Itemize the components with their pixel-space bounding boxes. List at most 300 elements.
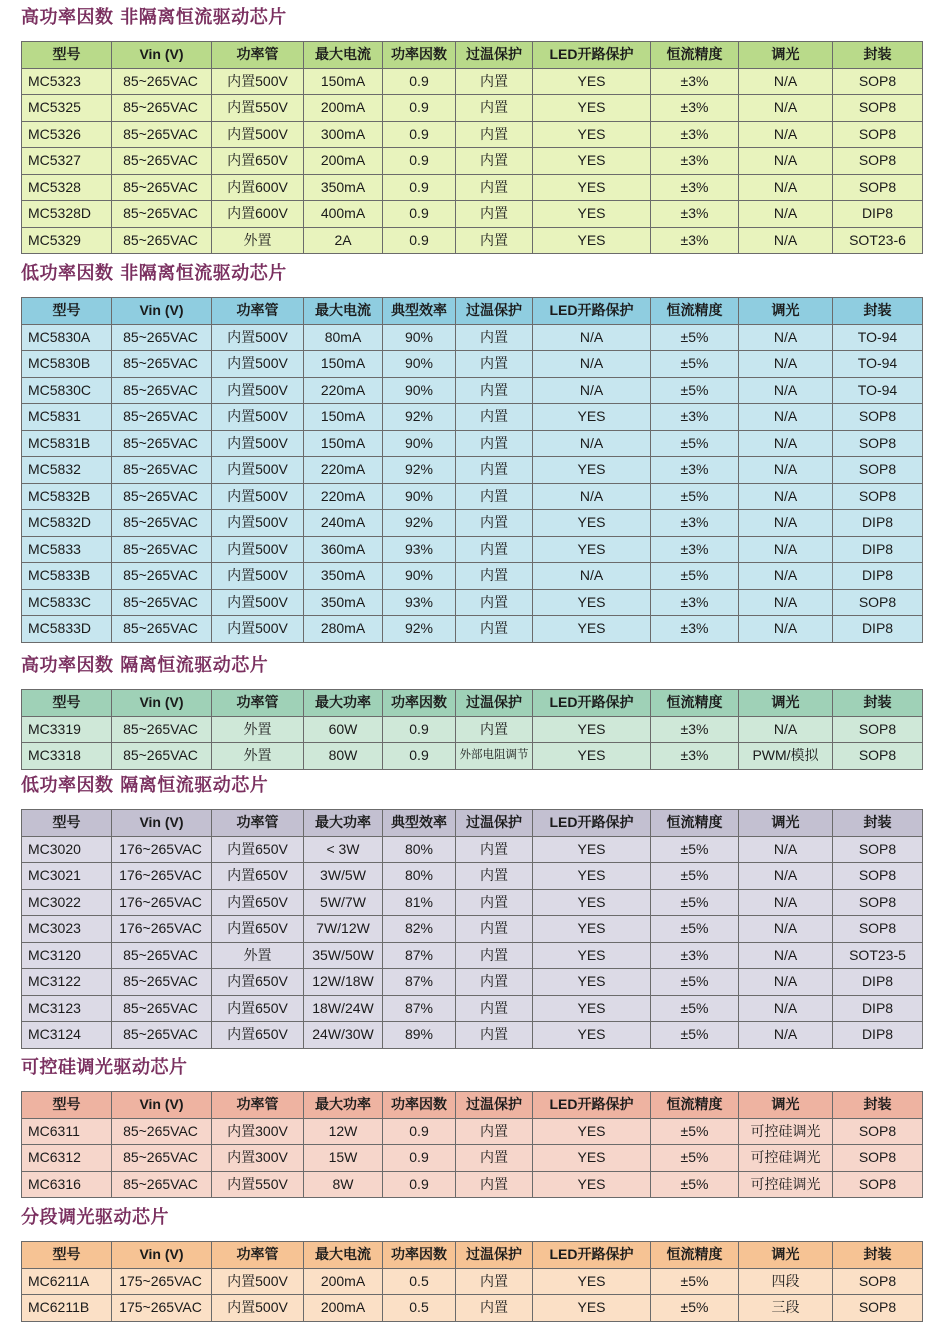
table-cell: 内置 [456,483,533,510]
table-cell: ±3% [651,95,739,122]
column-header: 封装 [833,298,923,325]
table-cell: 85~265VAC [112,377,212,404]
table-cell: ±3% [651,227,739,254]
table-cell: 外置 [212,743,304,770]
column-header: 功率管 [212,1092,304,1119]
table-cell: YES [533,1118,651,1145]
section-title: 低功率因数 隔离恒流驱动芯片 [21,775,269,796]
table-cell: 176~265VAC [112,836,212,863]
table-cell: 85~265VAC [112,563,212,590]
table-cell: ±5% [651,1295,739,1322]
table-cell: ±3% [651,536,739,563]
column-header: 封装 [833,42,923,69]
table-cell: ±5% [651,1268,739,1295]
table-cell: ±5% [651,916,739,943]
table-cell: YES [533,1171,651,1198]
table-cell: 内置 [456,1145,533,1172]
column-header: 调光 [739,810,833,837]
table-cell: 内置650V [212,916,304,943]
table-cell: N/A [533,377,651,404]
table-cell: 80% [383,863,456,890]
table-cell: N/A [739,324,833,351]
table-cell: MC3122 [22,969,112,996]
table-cell: ±3% [651,510,739,537]
table-cell: 外置 [212,227,304,254]
table-cell: 内置 [456,68,533,95]
table-cell: 200mA [304,1268,383,1295]
column-header: 型号 [22,1092,112,1119]
table-cell: YES [533,1295,651,1322]
table-cell: MC5326 [22,121,112,148]
table-cell: SOT23-6 [833,227,923,254]
column-header: 型号 [22,42,112,69]
column-header: 封装 [833,1242,923,1269]
table-cell: YES [533,1268,651,1295]
column-header: LED开路保护 [533,810,651,837]
table-cell: 220mA [304,457,383,484]
table-cell: 可控硅调光 [739,1171,833,1198]
table-cell: ±3% [651,404,739,431]
table-cell: 内置650V [212,969,304,996]
table-cell: ±3% [651,743,739,770]
table-cell: 85~265VAC [112,510,212,537]
table-cell: MC3318 [22,743,112,770]
table-cell: 内置550V [212,1171,304,1198]
column-header: 过温保护 [456,298,533,325]
table-cell: 内置 [456,889,533,916]
table-cell: N/A [739,969,833,996]
table-cell: 87% [383,969,456,996]
table-cell: 三段 [739,1295,833,1322]
table-cell: MC6316 [22,1171,112,1198]
spec-table [21,41,923,254]
table-cell: 内置 [456,995,533,1022]
table-cell: YES [533,889,651,916]
table-cell: 内置 [456,916,533,943]
table-row [22,510,923,537]
table-cell: 350mA [304,589,383,616]
table-cell: YES [533,510,651,537]
column-header: 调光 [739,1242,833,1269]
column-header: 型号 [22,810,112,837]
table-cell: N/A [739,563,833,590]
table-row [22,457,923,484]
table-cell: 内置 [456,377,533,404]
table-row [22,404,923,431]
table-cell: 可控硅调光 [739,1145,833,1172]
section-title: 高功率因数 隔离恒流驱动芯片 [21,655,269,676]
table-cell: 200mA [304,1295,383,1322]
table-row [22,1268,923,1295]
table-cell: YES [533,1145,651,1172]
table-cell: N/A [739,377,833,404]
column-header: Vin (V) [112,810,212,837]
table-cell: N/A [739,616,833,643]
spec-table [21,689,923,770]
table-cell: N/A [739,148,833,175]
table-cell: 350mA [304,174,383,201]
table-row [22,563,923,590]
table-cell: ±3% [651,942,739,969]
table-cell: ±5% [651,969,739,996]
table-cell: MC5323 [22,68,112,95]
table-cell: 82% [383,916,456,943]
table-row [22,1022,923,1049]
table-cell: 350mA [304,563,383,590]
table-cell: 内置 [456,457,533,484]
table-cell: 0.9 [383,148,456,175]
table-cell: MC5832 [22,457,112,484]
table-cell: 85~265VAC [112,148,212,175]
table-cell: YES [533,227,651,254]
column-header: 调光 [739,1092,833,1119]
table-cell: 内置 [456,1118,533,1145]
table-cell: MC5830A [22,324,112,351]
section-title: 低功率因数 非隔离恒流驱动芯片 [21,263,287,284]
table-cell: YES [533,174,651,201]
table-cell: TO-94 [833,324,923,351]
table-cell: MC5832B [22,483,112,510]
column-header: 恒流精度 [651,1242,739,1269]
table-cell: 85~265VAC [112,536,212,563]
table-row [22,616,923,643]
table-cell: 内置500V [212,536,304,563]
spec-table [21,297,923,643]
column-header: 功率因数 [383,1242,456,1269]
table-cell: 150mA [304,351,383,378]
table-cell: N/A [739,201,833,228]
table-cell: 12W [304,1118,383,1145]
column-header: LED开路保护 [533,1092,651,1119]
table-cell: 90% [383,377,456,404]
table-cell: YES [533,743,651,770]
column-header: 恒流精度 [651,1092,739,1119]
table-row [22,916,923,943]
table-cell: MC5831 [22,404,112,431]
column-header: 功率管 [212,42,304,69]
table-cell: 内置 [456,863,533,890]
column-header: Vin (V) [112,298,212,325]
table-cell: SOP8 [833,1295,923,1322]
table-cell: 150mA [304,68,383,95]
column-header: 功率因数 [383,1092,456,1119]
table-cell: 24W/30W [304,1022,383,1049]
table-cell: 80mA [304,324,383,351]
table-cell: 90% [383,430,456,457]
column-header: LED开路保护 [533,1242,651,1269]
table-cell: 内置 [456,1171,533,1198]
table-cell: 内置 [456,1268,533,1295]
table-row [22,995,923,1022]
table-cell: 92% [383,404,456,431]
table-cell: SOP8 [833,95,923,122]
table-cell: 内置 [456,430,533,457]
table-cell: 176~265VAC [112,889,212,916]
table-cell: 内置500V [212,121,304,148]
table-cell: ±5% [651,1145,739,1172]
table-cell: 85~265VAC [112,616,212,643]
table-header-row [22,1242,923,1269]
table-cell: MC6211B [22,1295,112,1322]
table-row [22,589,923,616]
table-cell: MC6312 [22,1145,112,1172]
table-row [22,1118,923,1145]
column-header: 恒流精度 [651,298,739,325]
table-cell: YES [533,536,651,563]
table-cell: MC3022 [22,889,112,916]
table-cell: SOP8 [833,863,923,890]
table-cell: YES [533,148,651,175]
table-cell: 220mA [304,377,383,404]
table-cell: 85~265VAC [112,351,212,378]
table-cell: 0.9 [383,201,456,228]
table-cell: N/A [739,510,833,537]
table-cell: SOP8 [833,148,923,175]
table-cell: SOP8 [833,483,923,510]
table-cell: SOP8 [833,121,923,148]
table-cell: 85~265VAC [112,430,212,457]
table-cell: 0.5 [383,1295,456,1322]
table-cell: 0.9 [383,68,456,95]
table-cell: N/A [739,995,833,1022]
column-header: 功率管 [212,298,304,325]
table-row [22,430,923,457]
table-cell: N/A [739,483,833,510]
table-cell: ±5% [651,483,739,510]
table-cell: 90% [383,483,456,510]
table-cell: 内置500V [212,457,304,484]
table-cell: 内置650V [212,863,304,890]
column-header: 过温保护 [456,42,533,69]
table-row [22,324,923,351]
section-title: 分段调光驱动芯片 [21,1207,169,1228]
table-cell: N/A [739,716,833,743]
table-cell: 内置500V [212,510,304,537]
table-cell: 92% [383,457,456,484]
table-cell: 90% [383,351,456,378]
table-cell: 0.9 [383,174,456,201]
table-cell: N/A [533,324,651,351]
table-cell: ±5% [651,1022,739,1049]
table-cell: 内置 [456,942,533,969]
table-cell: MC3123 [22,995,112,1022]
table-cell: 内置 [456,836,533,863]
table-cell: DIP8 [833,201,923,228]
table-cell: PWM/模拟 [739,743,833,770]
section-title: 可控硅调光驱动芯片 [21,1057,188,1078]
table-cell: N/A [533,483,651,510]
table-cell: 0.9 [383,1118,456,1145]
table-cell: ±5% [651,889,739,916]
table-cell: ±5% [651,863,739,890]
table-cell: MC5329 [22,227,112,254]
table-cell: 内置650V [212,995,304,1022]
table-cell: 内置 [456,969,533,996]
column-header: 封装 [833,690,923,717]
table-cell: SOP8 [833,889,923,916]
table-cell: MC5328D [22,201,112,228]
table-cell: 90% [383,563,456,590]
table-cell: 87% [383,995,456,1022]
table-cell: 内置650V [212,836,304,863]
table-cell: MC6211A [22,1268,112,1295]
table-cell: 内置 [456,536,533,563]
column-header: 功率因数 [383,690,456,717]
table-cell: 内置 [456,201,533,228]
table-cell: MC5833B [22,563,112,590]
table-cell: 92% [383,616,456,643]
table-cell: DIP8 [833,1022,923,1049]
column-header: 恒流精度 [651,42,739,69]
column-header: 调光 [739,42,833,69]
table-cell: MC5830C [22,377,112,404]
table-cell: 0.9 [383,1145,456,1172]
table-cell: 200mA [304,95,383,122]
table-row [22,174,923,201]
table-cell: 内置 [456,1022,533,1049]
table-cell: YES [533,95,651,122]
table-cell: ±5% [651,351,739,378]
table-header-row [22,42,923,69]
table-cell: 200mA [304,148,383,175]
table-cell: YES [533,995,651,1022]
table-cell: 内置 [456,510,533,537]
column-header: 恒流精度 [651,810,739,837]
table-cell: 内置500V [212,1295,304,1322]
table-cell: 2A [304,227,383,254]
column-header: 最大电流 [304,1242,383,1269]
table-cell: 220mA [304,483,383,510]
table-cell: N/A [533,430,651,457]
table-cell: 240mA [304,510,383,537]
table-cell: SOP8 [833,716,923,743]
table-cell: 内置 [456,563,533,590]
column-header: Vin (V) [112,690,212,717]
table-cell: MC3120 [22,942,112,969]
table-cell: 内置 [456,324,533,351]
table-row [22,969,923,996]
column-header: 恒流精度 [651,690,739,717]
table-cell: 80W [304,743,383,770]
table-row [22,227,923,254]
table-cell: 内置500V [212,616,304,643]
table-row [22,889,923,916]
section-title: 高功率因数 非隔离恒流驱动芯片 [21,7,287,28]
table-row [22,863,923,890]
table-cell: ±5% [651,1118,739,1145]
column-header: 型号 [22,1242,112,1269]
table-cell: N/A [739,351,833,378]
table-cell: 85~265VAC [112,1145,212,1172]
column-header: 功率管 [212,810,304,837]
table-cell: YES [533,716,651,743]
table-cell: MC5830B [22,351,112,378]
table-cell: YES [533,616,651,643]
table-cell: 85~265VAC [112,743,212,770]
table-cell: 内置500V [212,377,304,404]
table-cell: YES [533,404,651,431]
table-cell: 内置600V [212,174,304,201]
table-cell: TO-94 [833,351,923,378]
table-cell: 内置500V [212,430,304,457]
table-row [22,148,923,175]
table-cell: 7W/12W [304,916,383,943]
table-cell: SOT23-5 [833,942,923,969]
table-cell: 85~265VAC [112,174,212,201]
table-cell: 内置300V [212,1118,304,1145]
column-header: 最大功率 [304,810,383,837]
table-row [22,1295,923,1322]
table-cell: 内置 [456,404,533,431]
table-cell: ±5% [651,430,739,457]
table-cell: 0.9 [383,227,456,254]
table-cell: ±3% [651,68,739,95]
table-cell: 内置 [456,148,533,175]
column-header: 过温保护 [456,690,533,717]
table-cell: ±3% [651,716,739,743]
table-cell: 内置600V [212,201,304,228]
column-header: 最大电流 [304,42,383,69]
table-cell: 85~265VAC [112,1022,212,1049]
table-cell: 85~265VAC [112,457,212,484]
table-cell: 8W [304,1171,383,1198]
table-cell: 80% [383,836,456,863]
spec-table [21,809,923,1049]
table-cell: 85~265VAC [112,483,212,510]
table-cell: 0.9 [383,95,456,122]
table-cell: 0.9 [383,121,456,148]
table-cell: MC5325 [22,95,112,122]
table-cell: N/A [739,68,833,95]
column-header: 过温保护 [456,1242,533,1269]
table-header-row [22,690,923,717]
table-cell: N/A [739,227,833,254]
table-cell: DIP8 [833,510,923,537]
table-cell: 内置 [456,616,533,643]
table-row [22,377,923,404]
table-cell: ±3% [651,174,739,201]
column-header: Vin (V) [112,42,212,69]
table-cell: SOP8 [833,1268,923,1295]
table-cell: 85~265VAC [112,201,212,228]
table-row [22,68,923,95]
table-cell: YES [533,863,651,890]
table-cell: 内置500V [212,589,304,616]
column-header: 调光 [739,298,833,325]
column-header: Vin (V) [112,1242,212,1269]
table-cell: 85~265VAC [112,227,212,254]
table-cell: 内置300V [212,1145,304,1172]
table-cell: ±3% [651,201,739,228]
table-cell: N/A [533,563,651,590]
column-header: 最大电流 [304,298,383,325]
table-cell: 81% [383,889,456,916]
table-cell: 内置 [456,351,533,378]
table-cell: N/A [739,889,833,916]
table-cell: SOP8 [833,1171,923,1198]
table-cell: N/A [739,430,833,457]
column-header: 调光 [739,690,833,717]
spec-table [21,1241,923,1322]
table-cell: SOP8 [833,589,923,616]
table-cell: ±3% [651,121,739,148]
table-cell: 内置 [456,589,533,616]
table-cell: 内置500V [212,563,304,590]
table-cell: 四段 [739,1268,833,1295]
table-cell: YES [533,121,651,148]
table-cell: N/A [739,121,833,148]
table-cell: YES [533,836,651,863]
